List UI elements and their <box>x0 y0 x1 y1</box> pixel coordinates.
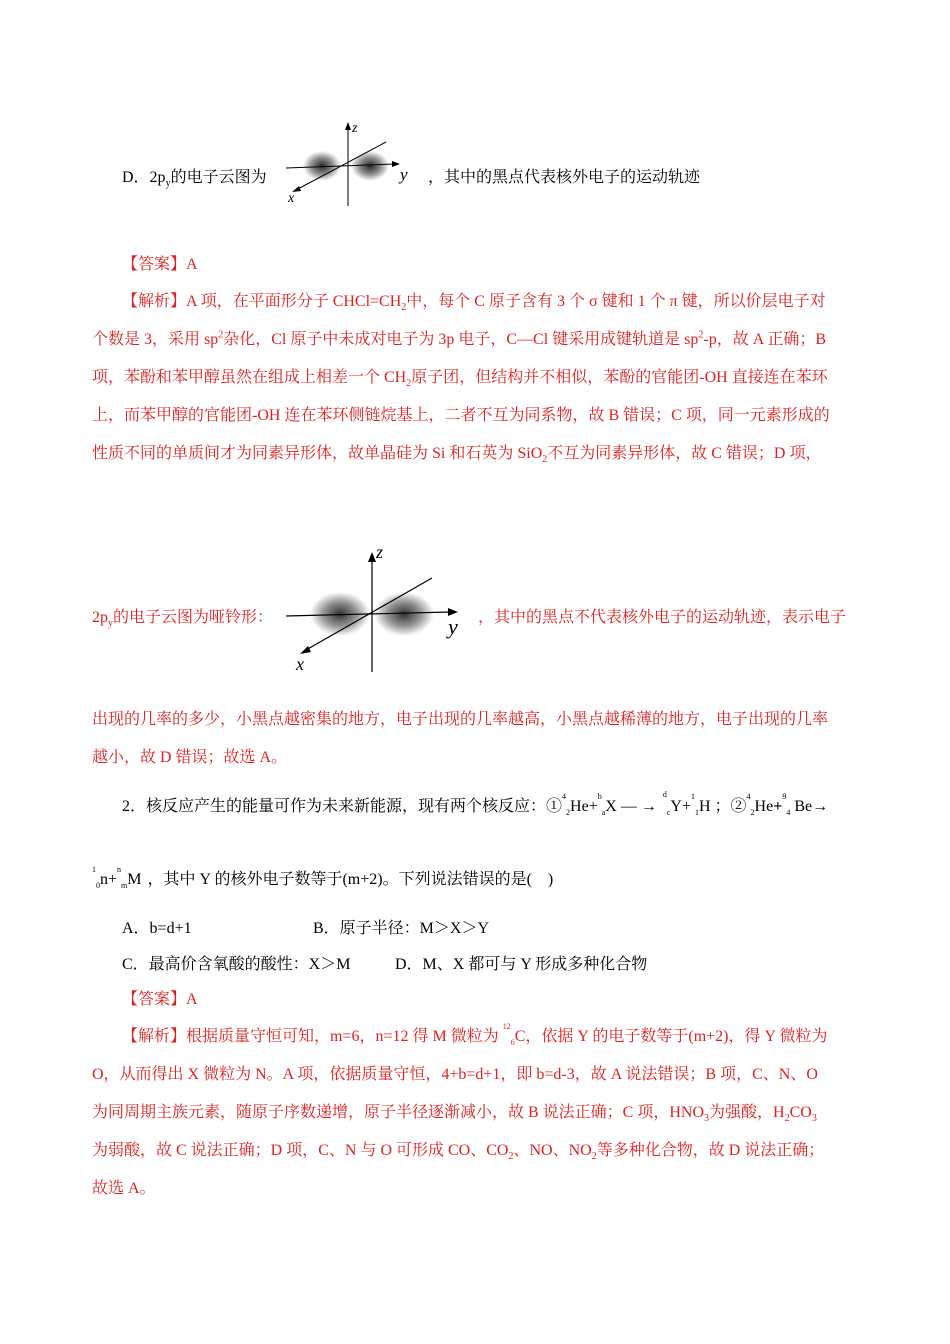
y-axis-label: y <box>448 614 458 639</box>
analysis-text: 的电子云图为哑铃形： <box>113 609 274 626</box>
analysis-text: C，依据 Y 的电子数等于(m+2)，得 Y 微粒为 <box>514 1028 828 1045</box>
q2-analysis-line-2: O，从而得出 X 微粒为 N。A 项，依据质量守恒，4+b=d+1，即 b=d-3，故 A 说法错误；B 项，C、N、O <box>92 1066 818 1083</box>
q2-analysis-line-1 <box>122 1021 828 1048</box>
subscript: 2 <box>401 302 407 314</box>
q2-option-d: D．M、X 都可与 Y 形成多种化合物 <box>395 956 648 973</box>
q2-option-b: B．原子半径：M＞X＞Y <box>313 920 490 937</box>
superscript: 2 <box>218 329 224 341</box>
atomic-number: 4 <box>786 808 791 818</box>
atomic-number: 6 <box>510 1038 515 1048</box>
x-axis-label: x <box>288 191 295 206</box>
analysis-text: CO <box>789 1104 812 1121</box>
analysis-text: 项，苯酚和苯甲醇虽然在组成上相差一个 CH <box>92 369 407 386</box>
q1-analysis-line-8: 越小，故 D 错误；故选 A。 <box>92 749 288 766</box>
q1-analysis-line-7: 出现的几率的多少，小黑点越密集的地方，电子出现的几率越高，小黑点越稀薄的地方，电子出现的几率 <box>92 711 829 728</box>
y-axis-label: y <box>400 165 408 184</box>
electron-cloud-diagram-small <box>282 116 422 210</box>
analysis-text: 为同周期主族元素，随原子序数递增，原子半径逐渐减小，故 B 说法正确；C 项，HNO <box>92 1104 705 1121</box>
nuclide-symbol: n+ <box>100 871 118 888</box>
mass-number: n <box>117 864 122 874</box>
q2-stem-line-2 <box>92 864 554 891</box>
analysis-tag: 【解析】 <box>122 1028 187 1045</box>
mass-number: 1 <box>690 791 695 801</box>
mass-number: 9 <box>782 791 787 801</box>
nuclide-n <box>92 864 118 891</box>
q1-analysis-line-3 <box>92 368 828 388</box>
q2-option-c: C．最高价含氧酸的酸性：X＞M <box>122 956 351 973</box>
subscript: 2 <box>591 1151 597 1163</box>
analysis-text: 等多种化合物，故 D 说法正确； <box>596 1142 825 1159</box>
q1-analysis-line-1 <box>122 292 826 312</box>
q2-stem-line-1 <box>122 789 829 818</box>
z-axis-label: z <box>376 542 384 562</box>
q1-analysis-line-6a <box>92 608 273 628</box>
q1-answer: 【答案】A <box>122 256 198 273</box>
subscript: 2 <box>406 378 412 390</box>
mass-number: 12 <box>502 1021 511 1031</box>
nuclide-symbol: X <box>605 798 617 815</box>
reaction-arrow: — → <box>616 798 657 815</box>
q1-analysis-line-4: 上，而苯甲醇的官能团-OH 连在苯环侧链烷基上，二者不互为同系物，故 B 错误；C 项，同一元素形成的 <box>92 407 830 424</box>
nuclide-h <box>690 791 711 818</box>
subscript: 2 <box>784 1113 790 1125</box>
analysis-text: 性质不同的单质间才为同素异形体，故单晶硅为 Si 和石英为 SiO <box>92 445 543 462</box>
nuclide-symbol: Be→ <box>790 798 829 815</box>
analysis-text: 不互为同素异形体，故 C 错误；D 项， <box>547 445 822 462</box>
analysis-tag: 【解析】 <box>122 293 187 310</box>
analysis-text: 根据质量守恒可知，m=6，n=12 得 M 微粒为 <box>186 1028 503 1045</box>
q1-analysis-line-6c: ，其中的黑点不代表核外电子的运动轨迹，表示电子 <box>478 609 847 626</box>
q2-analysis-line-4 <box>92 1141 824 1161</box>
mass-number: d <box>662 789 667 799</box>
z-axis-label: z <box>352 121 358 136</box>
reaction-separator: ；② <box>714 798 747 815</box>
mass-number: b <box>597 791 602 801</box>
analysis-text: 杂化，Cl 原子中未成对电子为 3p 电子，C—Cl 键采用成键轨道是 sp <box>223 331 699 348</box>
q2-analysis-line-3 <box>92 1103 817 1123</box>
q2-option-a: A．b=d+1 <box>122 920 192 937</box>
q1-option-d <box>122 168 267 188</box>
mass-number: 1 <box>92 864 96 874</box>
analysis-text: 为弱酸，故 C 说法正确；D 项，C、N 与 O 可形成 CO、CO <box>92 1142 509 1159</box>
option-d-suffix: ，其中的黑点代表核外电子的运动轨迹 <box>428 169 701 186</box>
analysis-text: 个数是 3，采用 sp <box>92 331 219 348</box>
analysis-text: 中，每个 C 原子含有 3 个 σ 键和 1 个 π 键，所以价层电子对 <box>406 293 826 310</box>
atomic-number: a <box>601 808 606 818</box>
option-d-prefix: D．2p <box>122 169 166 186</box>
electron-cloud-diagram-large <box>286 540 476 676</box>
nuclide-he-2 <box>746 791 774 818</box>
nuclide-symbol: H <box>698 798 711 815</box>
analysis-text: 为强酸，H <box>709 1104 785 1121</box>
atomic-number: 2 <box>566 808 571 818</box>
subscript: 2 <box>508 1151 514 1163</box>
nuclide-symbol: He <box>754 798 774 815</box>
option-d-prefix-sub: y <box>165 178 171 190</box>
q1-analysis-line-2 <box>92 330 826 350</box>
analysis-text: 2p <box>92 609 108 626</box>
superscript: 2 <box>698 329 704 341</box>
mass-number: 4 <box>562 791 567 801</box>
atomic-number: 1 <box>694 808 699 818</box>
nuclide-symbol: Y+ <box>670 798 691 815</box>
q1-analysis-line-5 <box>92 444 821 464</box>
analysis-text: 、NO、NO <box>513 1142 592 1159</box>
analysis-text: 原子团，但结构并不相似，苯酚的官能团-OH 直接连在苯环 <box>411 369 828 386</box>
nuclide-c <box>502 1021 515 1048</box>
atomic-number: m <box>121 881 128 891</box>
nuclide-be <box>782 791 829 818</box>
option-d-mid: 的电子云图为 <box>170 169 267 186</box>
subscript: 3 <box>704 1113 710 1125</box>
atomic-number: 0 <box>96 881 100 891</box>
analysis-text: A 项，在平面形分子 CHCl=CH <box>186 293 402 310</box>
q2-stem-text: 2．核反应产生的能量可作为未来新能源，现有两个核反应：① <box>122 798 563 815</box>
nuclide-symbol: M <box>127 871 142 888</box>
q2-answer: 【答案】A <box>122 991 198 1008</box>
q2-stem-text: ，其中 Y 的核外电子数等于(m+2)。下列说法错误的是( ) <box>147 871 554 888</box>
subscript: 3 <box>811 1113 817 1125</box>
nuclide-he-1 <box>562 791 598 818</box>
atomic-number: 2 <box>750 808 755 818</box>
q2-analysis-line-5: 故选 A。 <box>92 1180 156 1197</box>
analysis-text: -p，故 A 正确；B <box>703 331 827 348</box>
nuclide-m <box>117 864 142 891</box>
plus-sign: + <box>773 798 783 815</box>
nuclide-symbol: He+ <box>570 798 598 815</box>
nuclide-y <box>662 789 691 818</box>
mass-number: 4 <box>746 791 751 801</box>
x-axis-label: x <box>296 654 304 674</box>
nuclide-x <box>597 791 617 818</box>
subscript: y <box>108 618 113 630</box>
subscript: 2 <box>542 454 548 466</box>
atomic-number: c <box>666 808 671 818</box>
